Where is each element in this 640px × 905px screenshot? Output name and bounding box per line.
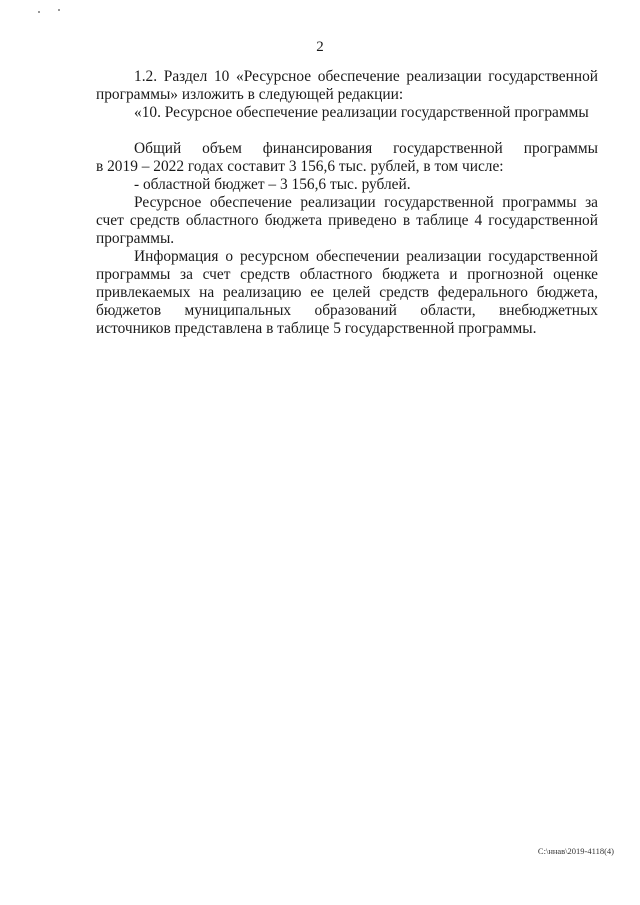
paragraph-line: в 2019 – 2022 годах составит 3 156,6 тыс. рублей, в том числе: [96,158,504,175]
scan-speck [58,9,60,11]
scan-speck [38,11,40,13]
paragraph-line: Общий объем финансирования государственной программы [134,140,598,157]
document-body [96,68,598,338]
paragraph-amendment [96,68,598,104]
paragraph-line: 1.2. Раздел 10 «Ресурсное обеспечение реализации государственной [134,68,598,85]
paragraph-resource-table-5: Информация о ресурсном обеспечении реализации государственной программы за счет средств областного бюджета и прогнозной оценке привлекаемых на реализацию ее целей средств федерального бюджета, бюджетов муниципальных образований области, внебюджетных источников представлена в таблице 5 государственной программы. [96,248,598,337]
paragraph-regional-budget: - областной бюджет – 3 156,6 тыс. рублей. [134,176,411,193]
paragraph-total-funding [96,140,598,176]
document-code: С:\ннав\2019-4118(4) [537,846,614,856]
paragraph-line: программы» изложить в следующей редакции: [96,86,404,103]
section-heading: «10. Ресурсное обеспечение реализации государственной программы [134,104,589,121]
paragraph-resource-table-4: Ресурсное обеспечение реализации государственной программы за счет средств областного бюджета приведено в таблице 4 государственной программы. [96,194,598,247]
page-number: 2 [316,39,324,55]
